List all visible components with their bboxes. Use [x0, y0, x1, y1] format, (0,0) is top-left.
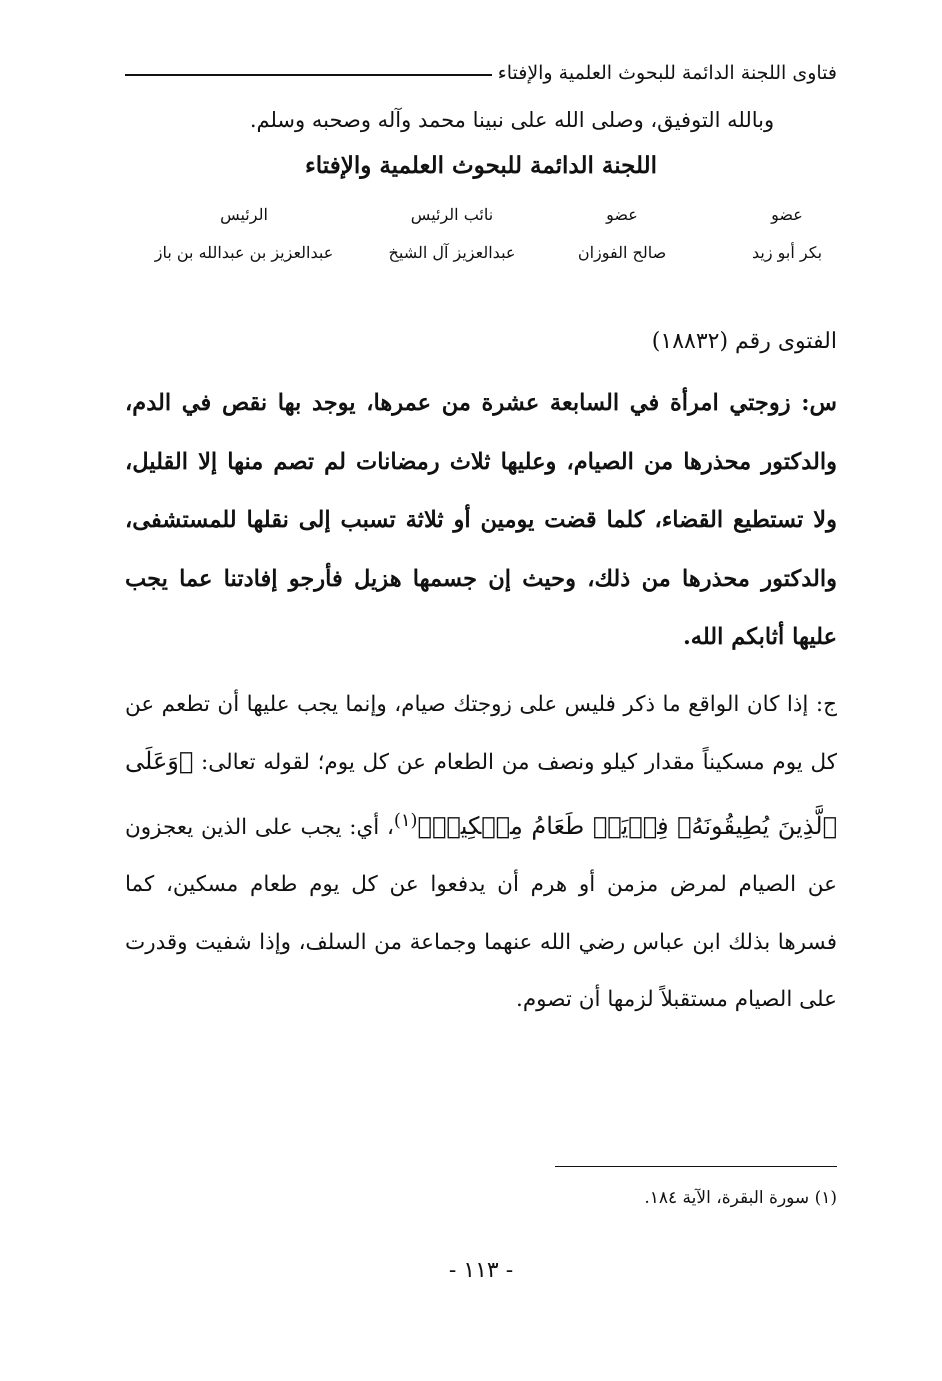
answer-text-after-quote: ، أي: يجب على الذين يعجزون عن الصيام لمرض مزمن أو هرم أن يدفعوا عن كل يوم طعام مسكين، كما فسرها بذلك ابن عباس رضي الله عنهما وجماعة من السلف، وإذا شفيت وقدرت على الصيام مستقبلاً لزمها أن تصوم.: [125, 814, 837, 1013]
fatwa-number: الفتوى رقم (١٨٨٣٢): [651, 329, 837, 354]
committee-name: اللجنة الدائمة للبحوث العلمية والإفتاء: [304, 152, 658, 179]
member-3: [367, 196, 537, 272]
member-4: [129, 196, 359, 272]
member-role: الرئيس: [220, 205, 268, 224]
member-name: عبدالعزيز آل الشيخ: [388, 243, 516, 262]
member-name: صالح الفوزان: [577, 243, 667, 262]
member-2: [557, 196, 687, 272]
footnote-marker: (١): [393, 809, 418, 831]
document-page: [125, 0, 837, 1381]
answer-text-before-quote: ج: إذا كان الواقع ما ذكر فليس على زوجتك صيام، وإنما يجب عليها أن تطعم عن كل يوم مسكيناً مقدار كيلو ونصف من الطعام عن كل يوم؛ لقوله تعالى:: [125, 692, 837, 776]
header-rule: [125, 74, 492, 76]
footnote: (١) سورة البقرة، الآية ١٨٤.: [644, 1188, 837, 1208]
running-header: [125, 58, 837, 88]
member-name: عبدالعزيز بن عبدالله بن باز: [154, 243, 334, 262]
page-number: - ١١٣ -: [448, 1258, 514, 1283]
closing-line: وبالله التوفيق، وصلى الله على نبينا محمد وآله وصحبه وسلم.: [249, 108, 775, 132]
member-1: [737, 196, 837, 272]
running-title: فتاوى اللجنة الدائمة للبحوث العلمية والإفتاء: [497, 62, 837, 84]
quran-quote: ﴿وَعَلَى ٱلَّذِينَ يُطِيقُونَهُۥ فِدۡيَةٞ طَعَامُ مِسۡكِينٖ﴾: [125, 747, 837, 840]
member-role: عضو: [771, 205, 803, 224]
member-name: بكر أبو زيد: [751, 243, 823, 262]
question-paragraph: س: زوجتي امرأة في السابعة عشرة من عمرها، يوجد بها نقص في الدم، والدكتور محذرها من الصيام، وعليها ثلاث رمضانات لم تصم منها إلا القليل، ولا تستطيع القضاء، كلما قضت يومين أو ثلاثة تسبب إلى نقلها للمستشفى، والدكتور محذرها من ذلك، وحيث إن جسمها هزيل فأرجو إفادتنا عما يجب عليها أثابكم الله.: [125, 390, 837, 650]
answer-paragraph: [125, 676, 837, 1029]
member-role: عضو: [606, 205, 638, 224]
member-role: نائب الرئيس: [410, 205, 494, 224]
footnote-rule: [555, 1166, 837, 1167]
